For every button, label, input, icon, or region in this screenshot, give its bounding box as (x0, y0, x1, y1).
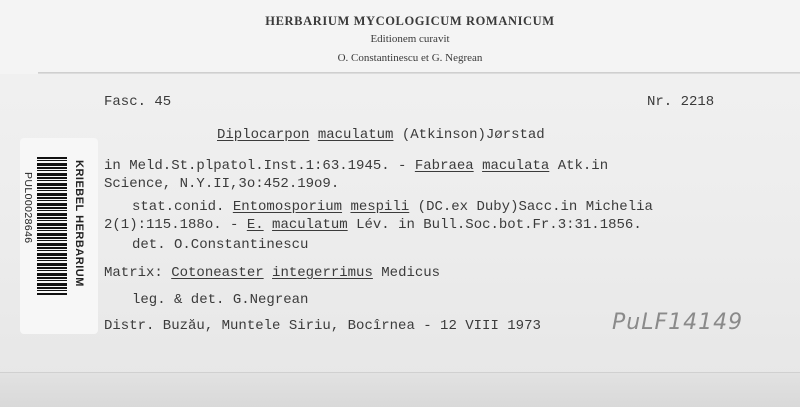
name-genus: Diplocarpon (217, 127, 310, 143)
host-matrix (104, 265, 440, 281)
synonym-species: maculata (482, 158, 550, 174)
matrix-label: Matrix: (104, 265, 172, 281)
citation-text: Atk.in (549, 158, 609, 174)
barcode-icon (37, 157, 67, 295)
citation-text: stat.conid. (132, 199, 233, 215)
scientific-name (217, 127, 545, 143)
host-species: integerrimus (272, 265, 373, 281)
conidial-state-line-1 (132, 199, 653, 215)
label-header (40, 14, 780, 64)
editor-note: Editionem curavit (370, 33, 450, 45)
handwritten-accession: PuLF14149 (612, 310, 744, 335)
synonym-genus: Fabraea (414, 158, 474, 174)
host-genus: Cotoneaster (171, 265, 264, 281)
host-authority: Medicus (372, 265, 441, 281)
header-divider (38, 72, 800, 73)
citation-text: (DC.ex Duby)Sacc.in Michelia (409, 199, 653, 215)
conidial-state-line-2 (104, 217, 642, 233)
collector: leg. & det. G.Negrean (132, 292, 309, 308)
anamorph-genus: Entomosporium (232, 199, 343, 215)
citation-line-2: Science, N.Y.II,3o:452.19o9. (104, 176, 340, 192)
citation-line-1 (104, 158, 608, 174)
editor-names: O. Constantinescu et G. Negrean (337, 52, 483, 64)
citation-text: in Meld.St.plpatol.Inst.1:63.1945. - (104, 158, 415, 174)
determiner: det. O.Constantinescu (132, 237, 309, 253)
herbarium-title: HERBARIUM MYCOLOGICUM ROMANICUM (265, 14, 555, 28)
name-species: maculatum (317, 127, 394, 143)
basionym-species: maculatum (272, 217, 348, 233)
fascicle-number: Fasc. 45 (104, 94, 172, 110)
basionym-genus: E. (246, 217, 264, 233)
barcode-number: PUL00028646 (22, 172, 34, 244)
name-authors: (Atkinson)Jørstad (401, 127, 545, 143)
barcode-institution: KRIEBEL HERBARIUM (73, 160, 85, 287)
specimen-number: Nr. 2218 (647, 94, 715, 110)
citation-text: Lév. in Bull.Soc.bot.Fr.3:31.1856. (347, 217, 642, 233)
citation-text: 2(1):115.188o. - (104, 217, 247, 233)
sheet-bottom-edge (0, 372, 800, 407)
locality-date: Distr. Buzău, Muntele Siriu, Bocîrnea - 12 VIII 1973 (104, 318, 541, 334)
anamorph-species: mespili (350, 199, 410, 215)
